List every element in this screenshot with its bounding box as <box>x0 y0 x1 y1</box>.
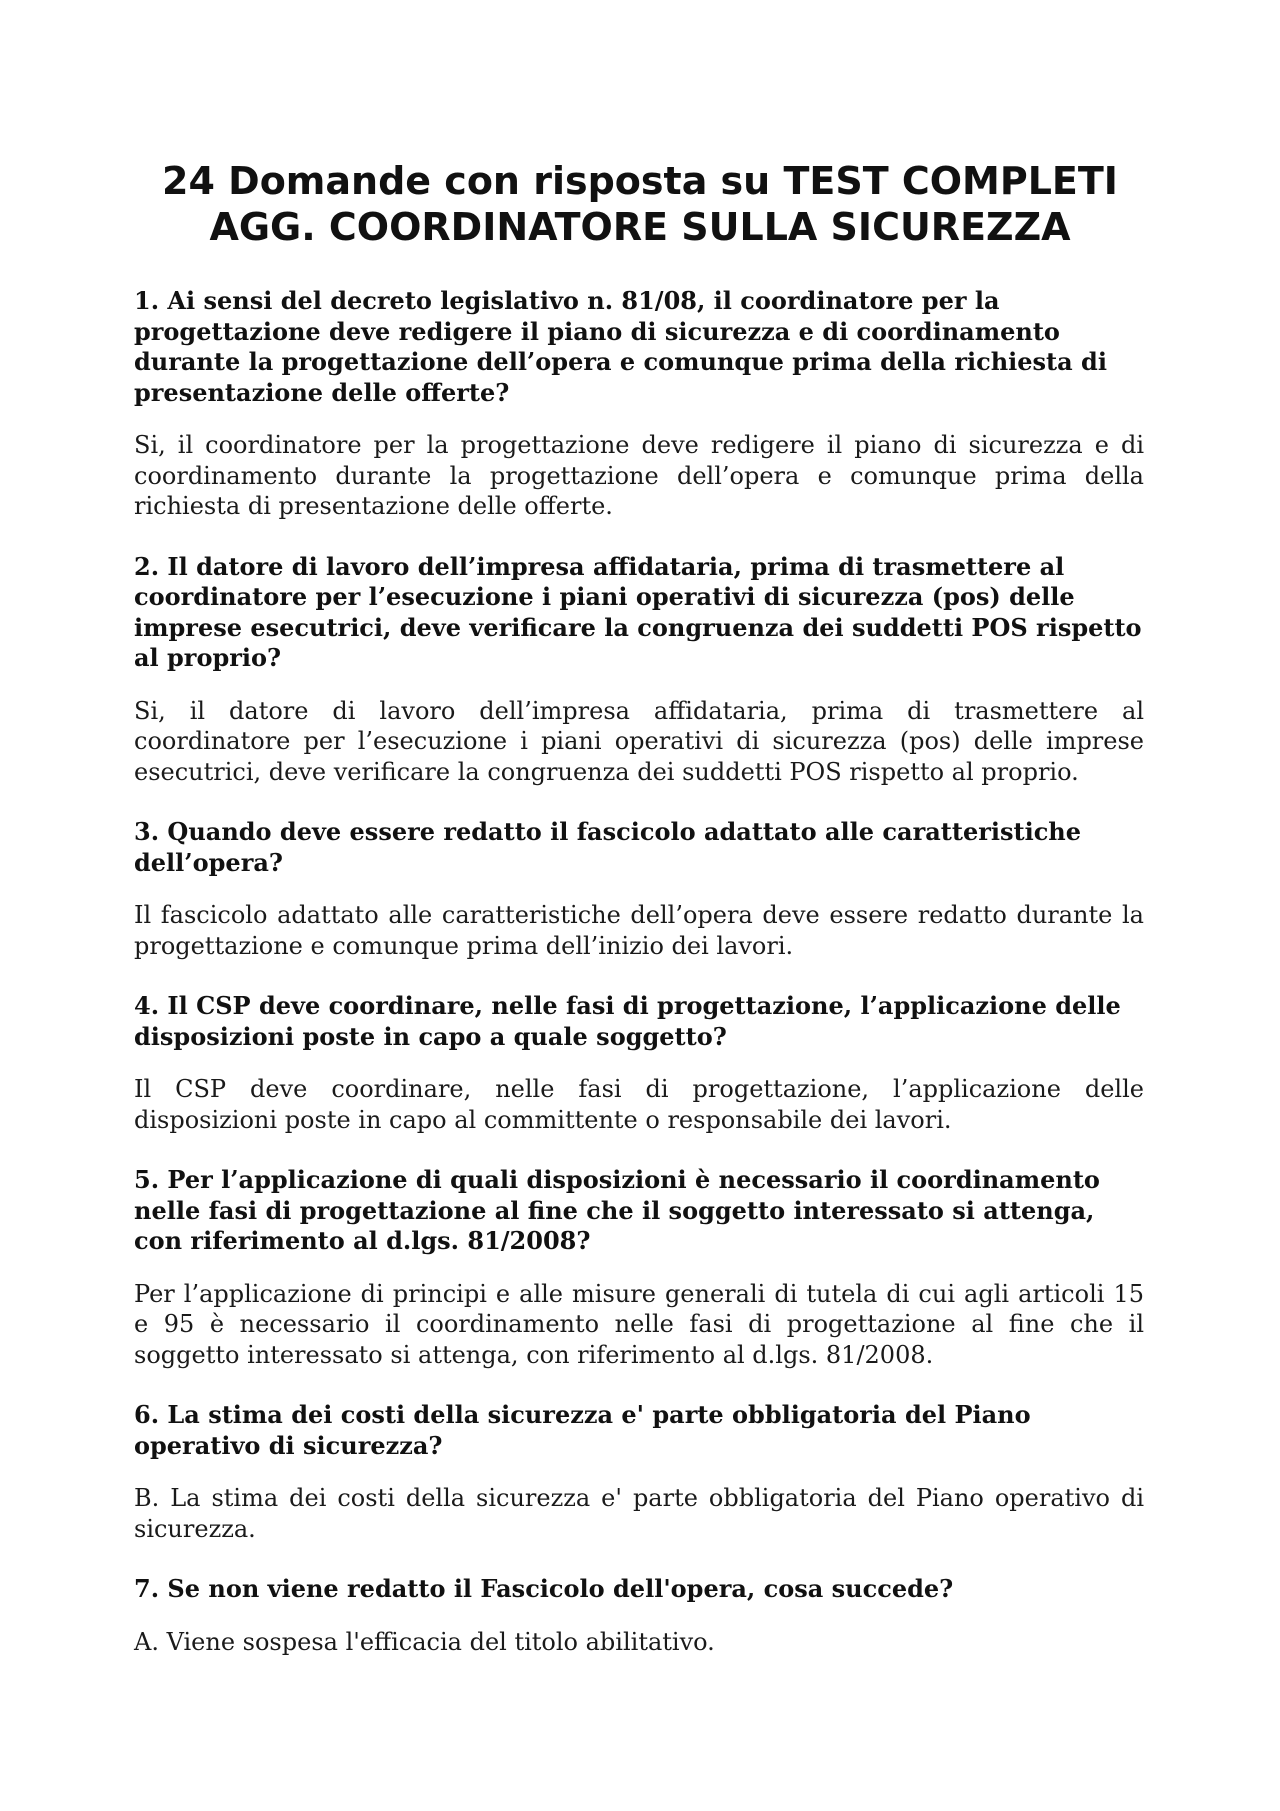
qa-item-3 <box>134 817 1144 961</box>
question-4: 4. Il CSP deve coordinare, nelle fasi di progettazione, l’applicazione delle disposizioni poste in capo a quale soggetto? <box>134 991 1121 1051</box>
answer-2: Si, il datore di lavoro dell’impresa affidataria, prima di trasmettere al coordinatore per l’esecuzione i piani operativi di sicurezza (pos) delle imprese esecutrici, deve verificare la congruenza dei suddetti POS rispetto al proprio. <box>134 696 1144 786</box>
qa-list <box>134 286 1144 1657</box>
qa-item-2 <box>134 552 1144 788</box>
question-1: 1. Ai sensi del decreto legislativo n. 81/08, il coordinatore per la progettazione deve redigere il piano di sicurezza e di coordinamento durante la progettazione dell’opera e comunque prima della richiesta di presentazione delle offerte? <box>134 286 1107 407</box>
question-5: 5. Per l’applicazione di quali disposizioni è necessario il coordinamento nelle fasi di progettazione al fine che il soggetto interessato si attenga, con riferimento al d.lgs. 81/2008? <box>134 1165 1100 1255</box>
qa-item-1 <box>134 286 1144 522</box>
document-title-line-2: AGG. COORDINATORE SULLA SICUREZZA <box>209 205 1071 249</box>
answer-7: A. Viene sospesa l'efficacia del titolo abilitativo. <box>134 1627 715 1656</box>
question-6: 6. La stima dei costi della sicurezza e' parte obbligatoria del Piano operativo di sicurezza? <box>134 1400 1031 1460</box>
answer-4: Il CSP deve coordinare, nelle fasi di progettazione, l’applicazione delle disposizioni poste in capo al committente o responsabile dei lavori. <box>134 1075 1144 1134</box>
document-title-line-1: 24 Domande con risposta su TEST COMPLETI <box>162 159 1118 203</box>
answer-6: B. La stima dei costi della sicurezza e' parte obbligatoria del Piano operativo di sicurezza. <box>134 1484 1144 1543</box>
answer-3: Il fascicolo adattato alle caratteristiche dell’opera deve essere redatto durante la progettazione e comunque prima dell’inizio dei lavori. <box>134 901 1144 960</box>
question-2: 2. Il datore di lavoro dell’impresa affidataria, prima di trasmettere al coordinatore per l’esecuzione i piani operativi di sicurezza (pos) delle imprese esecutrici, deve verificare la congruenza dei suddetti POS rispetto al proprio? <box>134 551 1142 672</box>
question-3: 3. Quando deve essere redatto il fascicolo adattato alle caratteristiche dell’opera? <box>134 817 1082 877</box>
qa-item-4 <box>134 991 1144 1135</box>
qa-item-5 <box>134 1165 1144 1370</box>
question-7: 7. Se non viene redatto il Fascicolo dell'opera, cosa succede? <box>134 1574 954 1603</box>
answer-5: Per l’applicazione di principi e alle misure generali di tutela di cui agli articoli 15 e 95 è necessario il coordinamento nelle fasi di progettazione al fine che il soggetto interessato si attenga, con riferimento al d.lgs. 81/2008. <box>134 1279 1144 1369</box>
qa-item-6 <box>134 1400 1144 1544</box>
qa-item-7 <box>134 1574 1144 1657</box>
document-title <box>120 158 1160 250</box>
answer-1: Si, il coordinatore per la progettazione deve redigere il piano di sicurezza e di coordinamento durante la progettazione dell’opera e comunque prima della richiesta di presentazione delle offerte. <box>134 431 1144 520</box>
